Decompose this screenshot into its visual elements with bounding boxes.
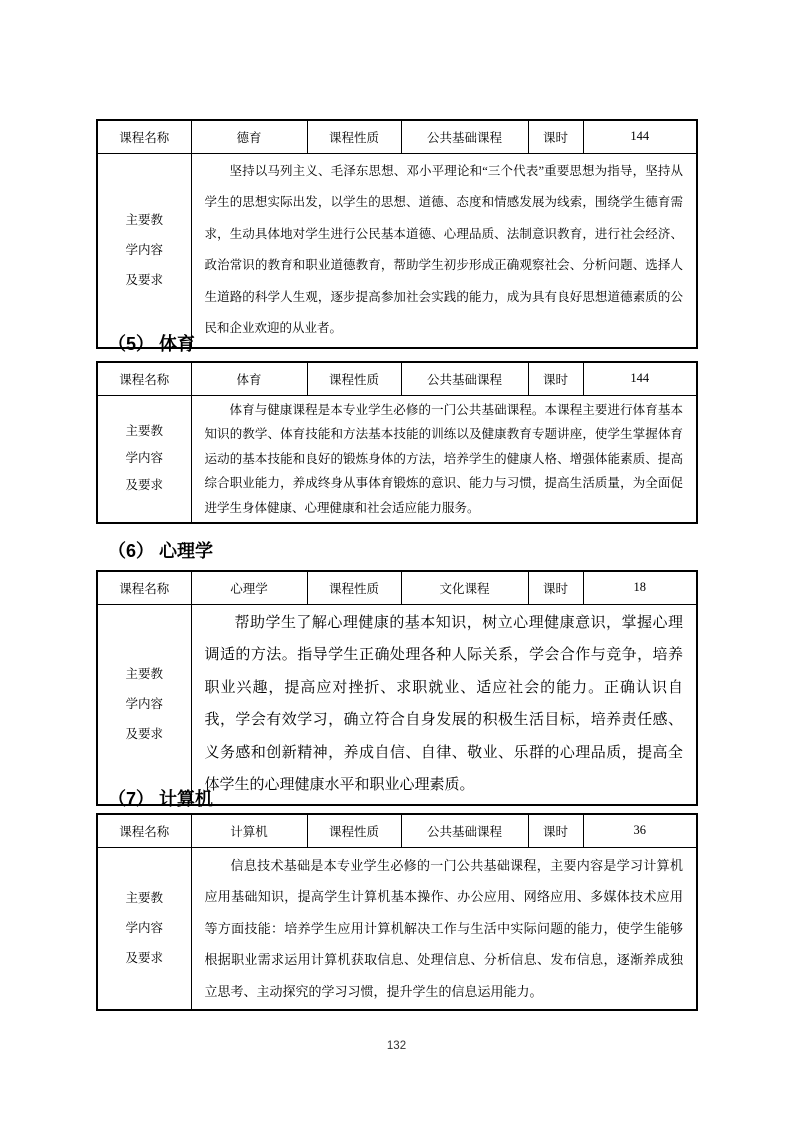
page-number: 132 (386, 1040, 407, 1052)
course-name-label: 课程名称 (97, 120, 191, 153)
course-name-label: 课程名称 (97, 362, 191, 395)
course-nature-value: 文化课程 (401, 571, 528, 604)
content-label-line: 主要教 (125, 213, 163, 227)
course-description: 帮助学生了解心理健康的基本知识，树立心理健康意识，掌握心理调适的方法。指导学生正确处理各种人际关系，学会合作与竞争，培养职业兴趣，提高应对挫折、求职就业、适应社会的能力。正确认识自我，学会有效学习，确立符合自身发展的积极生活目标，培养责任感、义务感和创新精神，养成自信、自律、敬业、乐群的心理品质，提高全体学生的心理健康水平和职业心理素质。 (204, 614, 683, 793)
content-label-line: 及要求 (125, 727, 163, 741)
course-table-moral-education (96, 119, 698, 349)
course-table-computer (96, 813, 698, 1011)
hours-label: 课时 (528, 362, 583, 395)
hours-value: 144 (583, 120, 697, 153)
hours-label: 课时 (528, 571, 583, 604)
course-name-label: 课程名称 (97, 814, 191, 847)
table-header-row (97, 120, 697, 153)
course-nature-label: 课程性质 (307, 120, 401, 153)
hours-value: 36 (583, 814, 697, 847)
hours-value: 144 (583, 362, 697, 395)
course-name-value: 心理学 (191, 571, 307, 604)
table-header-row (97, 571, 697, 604)
table-header-row (97, 362, 697, 395)
course-nature-label: 课程性质 (307, 814, 401, 847)
content-cell (191, 847, 697, 1010)
hours-label: 课时 (528, 814, 583, 847)
section-heading-pe: （5） 体育 (108, 334, 196, 354)
course-nature-value: 公共基础课程 (401, 120, 528, 153)
content-label-cell (97, 153, 191, 348)
course-nature-value: 公共基础课程 (401, 814, 528, 847)
content-label-line: 主要教 (125, 424, 163, 439)
course-name-value: 计算机 (191, 814, 307, 847)
content-cell (191, 395, 697, 523)
course-nature-label: 课程性质 (307, 571, 401, 604)
content-label-line: 学内容 (125, 243, 163, 257)
content-label-line: 学内容 (125, 921, 163, 936)
table-header-row (97, 814, 697, 847)
content-label-cell (97, 395, 191, 523)
course-table-psychology (96, 570, 698, 806)
course-name-label: 课程名称 (97, 571, 191, 604)
course-description: 坚持以马列主义、毛泽东思想、邓小平理论和“三个代表”重要思想为指导，坚持从学生的思想实际出发，以学生的思想、道德、态度和情感发展为线索，围绕学生德育需求，生动具体地对学生进行公民基本道德、心理品质、法制意识教育，进行社会经济、政治常识的教育和职业道德教育，帮助学生初步形成正确观察社会、分析问题、选择人生道路的科学人生观，逐步提高参加社会实践的能力，成为具有良好思想道德素质的公民和企业欢迎的从业者。 (204, 163, 683, 335)
hours-label: 课时 (528, 120, 583, 153)
table-content-row (97, 395, 697, 523)
content-cell (191, 604, 697, 805)
content-label-line: 学内容 (125, 697, 163, 711)
course-table-pe (96, 361, 698, 524)
table-content-row (97, 153, 697, 348)
table-content-row (97, 847, 697, 1010)
course-nature-value: 公共基础课程 (401, 362, 528, 395)
content-label-line: 及要求 (125, 478, 163, 493)
course-description: 信息技术基础是本专业学生必修的一门公共基础课程，主要内容是学习计算机应用基础知识，提高学生计算机基本操作、办公应用、网络应用、多媒体技术应用等方面技能：培养学生应用计算机解决工作与生活中实际问题的能力，使学生能够根据职业需求运用计算机获取信息、处理信息、分析信息、发布信息，逐渐养成独立思考、主动探究的学习习惯，提升学生的信息运用能力。 (204, 857, 683, 999)
content-label-line: 学内容 (125, 451, 163, 466)
content-label-line: 主要教 (125, 667, 163, 681)
section-heading-psychology: （6） 心理学 (108, 541, 214, 561)
course-nature-label: 课程性质 (307, 362, 401, 395)
content-label-line: 及要求 (125, 951, 163, 966)
hours-value: 18 (583, 571, 697, 604)
course-name-value: 体育 (191, 362, 307, 395)
course-description: 体育与健康课程是本专业学生必修的一门公共基础课程。本课程主要进行体育基本知识的教学、体育技能和方法基本技能的训练以及健康教育专题讲座，使学生掌握体育运动的基本技能和良好的锻炼身体的方法，培养学生的健康人格、增强体能素质、提高综合职业能力，养成终身从事体育锻炼的意识、能力与习惯，提高生活质量，为全面促进学生身体健康、心理健康和社会适应能力服务。 (204, 402, 683, 515)
content-label-line: 及要求 (125, 273, 163, 287)
course-name-value: 德育 (191, 120, 307, 153)
section-heading-computer: （7） 计算机 (108, 789, 214, 809)
content-label-line: 主要教 (125, 891, 163, 906)
table-content-row (97, 604, 697, 805)
content-cell (191, 153, 697, 348)
content-label-cell (97, 604, 191, 805)
content-label-cell (97, 847, 191, 1010)
